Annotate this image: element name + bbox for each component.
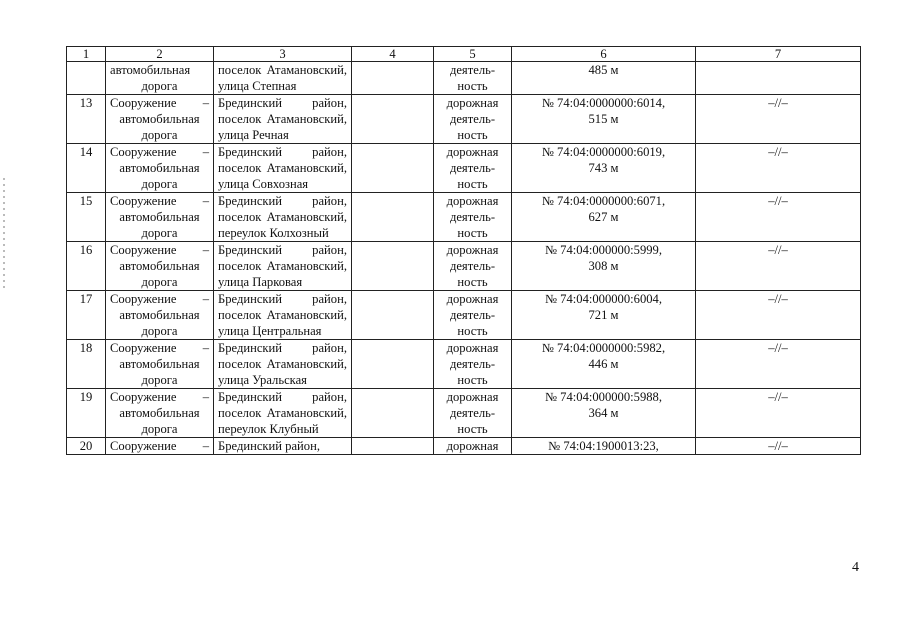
address-cell bbox=[214, 242, 352, 291]
address-line: Брединский район, bbox=[218, 194, 347, 208]
purpose-line: ность bbox=[457, 79, 488, 93]
column-4-cell bbox=[352, 340, 434, 389]
object-type-line: Сооружение – bbox=[110, 194, 209, 208]
purpose-line: деятель- bbox=[449, 406, 496, 420]
object-type-cell bbox=[106, 242, 214, 291]
address-line: Брединский район, bbox=[218, 292, 347, 306]
cadastral-cell bbox=[512, 242, 696, 291]
row-number: 15 bbox=[67, 193, 106, 242]
address-line: Брединский район, bbox=[218, 145, 347, 159]
row-number: 17 bbox=[67, 291, 106, 340]
scan-margin-marks bbox=[3, 178, 5, 288]
address-line: поселок Атамановский, переулок Клубный bbox=[218, 406, 347, 436]
column-4-cell bbox=[352, 242, 434, 291]
purpose-line: дорожная bbox=[446, 390, 499, 404]
object-type-line: автомобильная bbox=[119, 308, 200, 322]
purpose-cell bbox=[434, 95, 512, 144]
column-4-cell bbox=[352, 193, 434, 242]
object-type-line: дорога bbox=[141, 422, 178, 436]
note-cell bbox=[696, 62, 861, 95]
cadastral-line: № 74:04:1900013:23, bbox=[548, 439, 659, 453]
object-type-line: Сооружение – bbox=[110, 145, 209, 159]
cadastral-line: 743 м bbox=[588, 161, 619, 175]
purpose-line: ность bbox=[457, 275, 488, 289]
address-line: Брединский район, bbox=[218, 390, 347, 404]
address-cell bbox=[214, 438, 352, 455]
row-number: 13 bbox=[67, 95, 106, 144]
cadastral-cell bbox=[512, 62, 696, 95]
purpose-line: деятель- bbox=[449, 161, 496, 175]
column-header: 2 bbox=[106, 47, 214, 62]
purpose-line: деятель- bbox=[449, 357, 496, 371]
address-line: Брединский район, bbox=[218, 341, 347, 355]
note-cell: –//– bbox=[696, 389, 861, 438]
address-line: Брединский район, bbox=[218, 439, 320, 453]
cadastral-cell bbox=[512, 438, 696, 455]
row-number: 16 bbox=[67, 242, 106, 291]
note-cell: –//– bbox=[696, 95, 861, 144]
purpose-cell bbox=[434, 438, 512, 455]
cadastral-line: № 74:04:0000000:6019, bbox=[541, 145, 666, 159]
column-4-cell bbox=[352, 144, 434, 193]
purpose-cell bbox=[434, 144, 512, 193]
purpose-line: ность bbox=[457, 128, 488, 142]
purpose-line: дорожная bbox=[446, 96, 499, 110]
purpose-cell bbox=[434, 291, 512, 340]
row-number: 18 bbox=[67, 340, 106, 389]
purpose-cell bbox=[434, 242, 512, 291]
object-type-line: автомобильная bbox=[110, 63, 191, 77]
address-cell bbox=[214, 389, 352, 438]
address-line: поселок Атамановский, улица Уральская bbox=[218, 357, 347, 387]
cadastral-line: 721 м bbox=[588, 308, 619, 322]
cadastral-line: 627 м bbox=[588, 210, 619, 224]
cadastral-cell bbox=[512, 144, 696, 193]
table-row bbox=[67, 242, 861, 291]
object-type-line: дорога bbox=[141, 177, 178, 191]
object-type-line: дорога bbox=[141, 79, 178, 93]
note-cell: –//– bbox=[696, 193, 861, 242]
note-cell: –//– bbox=[696, 242, 861, 291]
table-row bbox=[67, 62, 861, 95]
purpose-line: дорожная bbox=[446, 243, 499, 257]
column-4-cell bbox=[352, 62, 434, 95]
cadastral-line: № 74:04:0000000:6071, bbox=[541, 194, 666, 208]
column-header: 4 bbox=[352, 47, 434, 62]
note-cell: –//– bbox=[696, 438, 861, 455]
object-type-line: автомобильная bbox=[119, 161, 200, 175]
table-row bbox=[67, 291, 861, 340]
table-row bbox=[67, 144, 861, 193]
purpose-line: дорожная bbox=[446, 194, 499, 208]
cadastral-line: № 74:04:0000000:6014, bbox=[541, 96, 666, 110]
object-type-line: дорога bbox=[141, 275, 178, 289]
address-cell bbox=[214, 95, 352, 144]
object-type-line: дорога bbox=[141, 324, 178, 338]
row-number: 14 bbox=[67, 144, 106, 193]
cadastral-line: 515 м bbox=[588, 112, 619, 126]
purpose-line: ность bbox=[457, 324, 488, 338]
address-line: поселок Атамановский, улица Совхозная bbox=[218, 161, 347, 191]
purpose-line: деятель- bbox=[449, 63, 496, 77]
column-header: 1 bbox=[67, 47, 106, 62]
row-number: 19 bbox=[67, 389, 106, 438]
cadastral-line: 485 м bbox=[588, 63, 619, 77]
column-header: 5 bbox=[434, 47, 512, 62]
address-line: поселок Атамановский, улица Парковая bbox=[218, 259, 347, 289]
column-4-cell bbox=[352, 291, 434, 340]
address-line: поселок Атамановский, улица Речная bbox=[218, 112, 347, 142]
purpose-cell bbox=[434, 62, 512, 95]
row-number: 20 bbox=[67, 438, 106, 455]
purpose-line: деятель- bbox=[449, 259, 496, 273]
purpose-line: ность bbox=[457, 177, 488, 191]
cadastral-line: № 74:04:000000:5999, bbox=[545, 243, 662, 257]
object-type-line: автомобильная bbox=[119, 259, 200, 273]
address-line: Брединский район, bbox=[218, 96, 347, 110]
cadastral-line: 446 м bbox=[588, 357, 619, 371]
cadastral-cell bbox=[512, 193, 696, 242]
purpose-line: деятель- bbox=[449, 112, 496, 126]
page-number: 4 bbox=[852, 560, 859, 575]
address-line: поселок Атамановский, улица Центральная bbox=[218, 308, 347, 338]
object-type-cell bbox=[106, 62, 214, 95]
purpose-line: дорожная bbox=[446, 145, 499, 159]
object-type-line: автомобильная bbox=[119, 357, 200, 371]
note-cell: –//– bbox=[696, 340, 861, 389]
column-header: 7 bbox=[696, 47, 861, 62]
object-type-cell bbox=[106, 389, 214, 438]
object-type-line: Сооружение – bbox=[110, 390, 209, 404]
address-line: поселок Атамановский, переулок Колхозный bbox=[218, 210, 347, 240]
object-type-line: Сооружение – bbox=[110, 243, 209, 257]
property-register-table bbox=[66, 46, 861, 455]
cadastral-cell bbox=[512, 389, 696, 438]
note-cell: –//– bbox=[696, 144, 861, 193]
address-cell bbox=[214, 62, 352, 95]
table-header-row bbox=[67, 47, 861, 62]
purpose-cell bbox=[434, 193, 512, 242]
object-type-line: дорога bbox=[141, 226, 178, 240]
cadastral-cell bbox=[512, 340, 696, 389]
purpose-cell bbox=[434, 389, 512, 438]
object-type-cell bbox=[106, 193, 214, 242]
cadastral-line: № 74:04:000000:6004, bbox=[545, 292, 662, 306]
purpose-line: ность bbox=[457, 373, 488, 387]
column-header: 6 bbox=[512, 47, 696, 62]
column-4-cell bbox=[352, 95, 434, 144]
object-type-line: Сооружение – bbox=[110, 341, 209, 355]
address-cell bbox=[214, 193, 352, 242]
purpose-line: дорожная bbox=[446, 292, 499, 306]
address-line: поселок Атамановский, улица Степная bbox=[218, 63, 347, 93]
cadastral-cell bbox=[512, 95, 696, 144]
purpose-line: дорожная bbox=[446, 341, 499, 355]
object-type-line: автомобильная bbox=[119, 406, 200, 420]
cadastral-line: 308 м bbox=[588, 259, 619, 273]
table-row bbox=[67, 340, 861, 389]
purpose-cell bbox=[434, 340, 512, 389]
object-type-cell bbox=[106, 144, 214, 193]
cadastral-cell bbox=[512, 291, 696, 340]
column-4-cell bbox=[352, 438, 434, 455]
table-row bbox=[67, 389, 861, 438]
column-header: 3 bbox=[214, 47, 352, 62]
purpose-line: деятель- bbox=[449, 308, 496, 322]
row-number bbox=[67, 62, 106, 95]
address-line: Брединский район, bbox=[218, 243, 347, 257]
table-row bbox=[67, 95, 861, 144]
object-type-line: дорога bbox=[141, 128, 178, 142]
object-type-cell bbox=[106, 340, 214, 389]
object-type-line: дорога bbox=[141, 373, 178, 387]
purpose-line: ность bbox=[457, 422, 488, 436]
object-type-line: автомобильная bbox=[119, 210, 200, 224]
object-type-cell bbox=[106, 95, 214, 144]
cadastral-line: № 74:04:000000:5988, bbox=[545, 390, 662, 404]
purpose-line: ность bbox=[457, 226, 488, 240]
object-type-cell bbox=[106, 438, 214, 455]
cadastral-line: 364 м bbox=[588, 406, 619, 420]
object-type-line: Сооружение – bbox=[110, 292, 209, 306]
purpose-line: деятель- bbox=[449, 210, 496, 224]
object-type-line: Сооружение – bbox=[110, 96, 209, 110]
column-4-cell bbox=[352, 389, 434, 438]
table-row bbox=[67, 193, 861, 242]
object-type-line: Сооружение – bbox=[110, 439, 209, 453]
address-cell bbox=[214, 340, 352, 389]
address-cell bbox=[214, 144, 352, 193]
note-cell: –//– bbox=[696, 291, 861, 340]
cadastral-line: № 74:04:0000000:5982, bbox=[541, 341, 666, 355]
table-row bbox=[67, 438, 861, 455]
purpose-line: дорожная bbox=[446, 439, 499, 453]
object-type-cell bbox=[106, 291, 214, 340]
object-type-line: автомобильная bbox=[119, 112, 200, 126]
address-cell bbox=[214, 291, 352, 340]
